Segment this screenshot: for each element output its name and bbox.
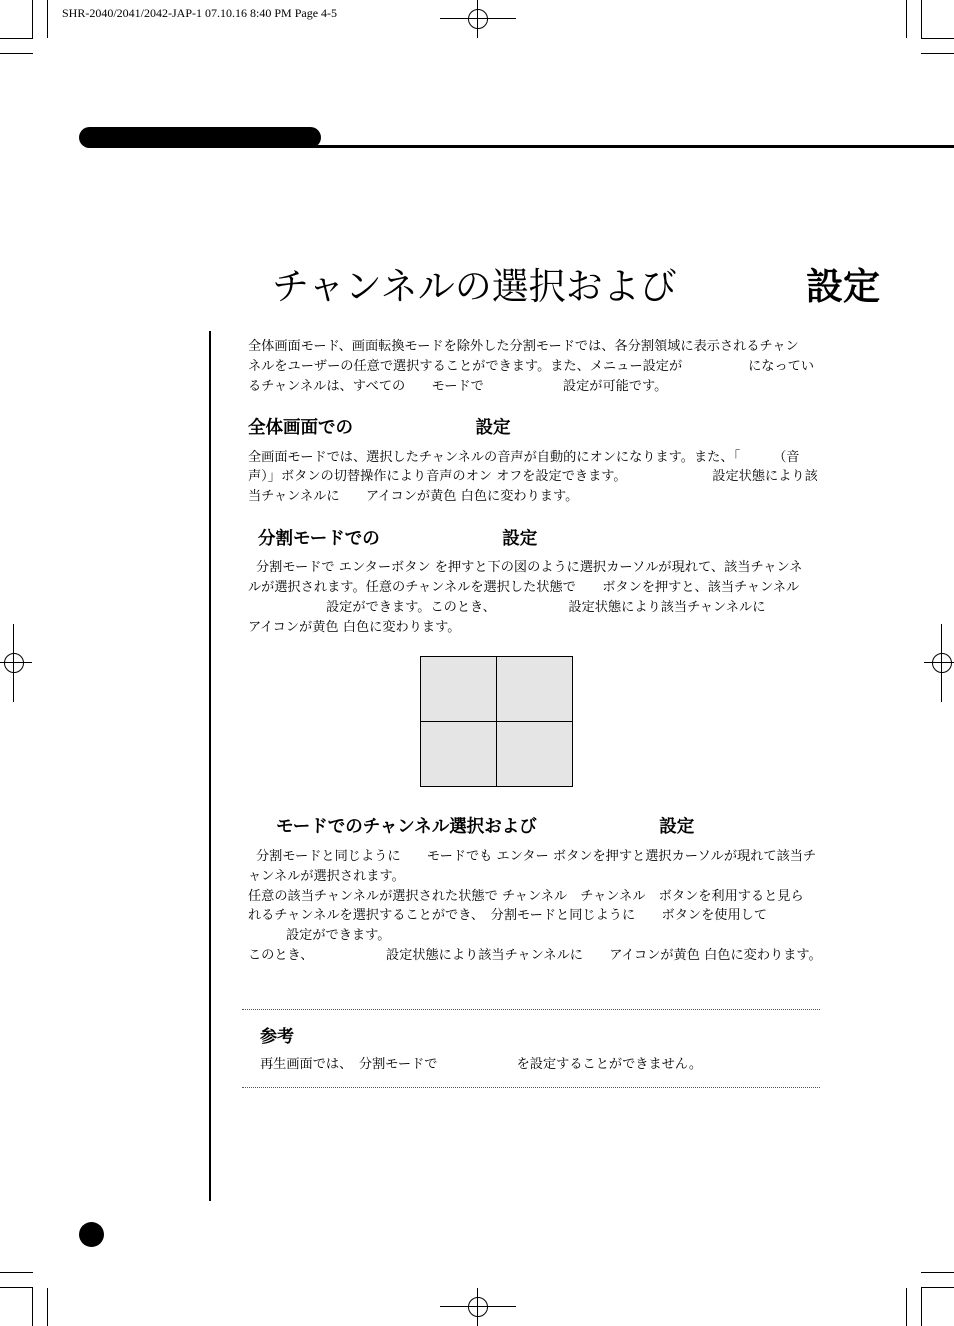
note-text: 再生画面では、 分割モードで を設定することができません。 [260, 1057, 703, 1072]
crop-mark [921, 0, 922, 38]
crop-mark [921, 1287, 954, 1288]
section-heading: 分割モードでの 設定 [258, 529, 538, 549]
registration-mark-top [440, 0, 520, 40]
crop-mark [921, 38, 954, 39]
body-line: れるチャンネルを選択することができ、 分割モードと同じように ボタンを使用して [248, 908, 768, 923]
crop-mark [906, 0, 907, 38]
registration-mark-left [0, 624, 34, 704]
body-line: 当チャンネルに アイコンが黄色 白色に変わります。 [248, 489, 579, 504]
note-divider-bottom [242, 1087, 820, 1088]
side-rule [209, 331, 211, 1201]
page-title: チャンネルの選択および [272, 265, 677, 308]
note-title: 参考 [260, 1027, 294, 1047]
body-line: 分割モードと同じように モードでも エンター ボタンを押すと選択カーソルが現れて該当チ [256, 849, 817, 864]
crop-mark [921, 1288, 922, 1326]
page-title-tail: 設定 [806, 265, 880, 308]
crop-mark [47, 1288, 48, 1326]
crop-mark [47, 0, 48, 38]
page-marker-icon [79, 1222, 104, 1247]
crop-mark [32, 0, 33, 38]
body-line: 分割モードで エンターボタン を押すと下の図のように選択カーソルが現れて、該当チャンネ [256, 560, 803, 575]
body-line: 全画面モードでは、選択したチャンネルの音声が自動的にオンになります。また、「 （音 [248, 450, 800, 465]
body-line: 設定ができます。このとき、 設定状態により該当チャンネルに [326, 600, 766, 615]
crop-mark [32, 1288, 33, 1326]
split-cell [420, 656, 497, 722]
body-line: アイコンが黄色 白色に変わります。 [248, 620, 461, 635]
section-heading: 全体画面での 設定 [248, 418, 511, 438]
note-divider-top [242, 1009, 820, 1010]
registration-mark-right [924, 624, 954, 704]
split-cell [496, 721, 573, 787]
intro-line: ネルをユーザーの任意で選択することができます。また、メニュー設定が になってい [248, 359, 815, 374]
body-line: 声）」ボタンの切替操作により音声のオン オフを設定できます。 設定状態により該 [248, 469, 818, 484]
split-cell [420, 721, 497, 787]
print-header: SHR-2040/2041/2042-JAP-1 07.10.16 8:40 PM Page 4-5 [62, 6, 338, 20]
registration-mark-bottom [440, 1288, 520, 1326]
split-cell [496, 656, 573, 722]
intro-line: るチャンネルは、すべての モードで 設定が可能です。 [248, 379, 668, 394]
header-tab [79, 127, 321, 148]
body-line: 設定ができます。 [286, 928, 391, 943]
crop-mark [921, 53, 954, 54]
crop-mark [906, 1288, 907, 1326]
body-line: ャンネルが選択されます。 [248, 869, 405, 884]
header-rule [300, 145, 954, 148]
intro-line: 全体画面モード、画面転換モードを除外した分割モードでは、各分割領域に表示されるチャン [248, 339, 799, 354]
crop-mark [0, 53, 33, 54]
crop-mark [921, 1272, 954, 1273]
body-line: 任意の該当チャンネルが選択された状態で チャンネル チャンネル ボタンを利用すると見ら [248, 889, 804, 904]
body-line: このとき、 設定状態により該当チャンネルに アイコンが黄色 白色に変わります。 [248, 948, 822, 963]
crop-mark [0, 1287, 33, 1288]
section-heading: モードでのチャンネル選択および 設定 [276, 817, 695, 837]
crop-mark [0, 1272, 33, 1273]
body-line: ルが選択されます。任意のチャンネルを選択した状態で ボタンを押すと、該当チャンネル [248, 580, 800, 595]
crop-mark [0, 38, 33, 39]
